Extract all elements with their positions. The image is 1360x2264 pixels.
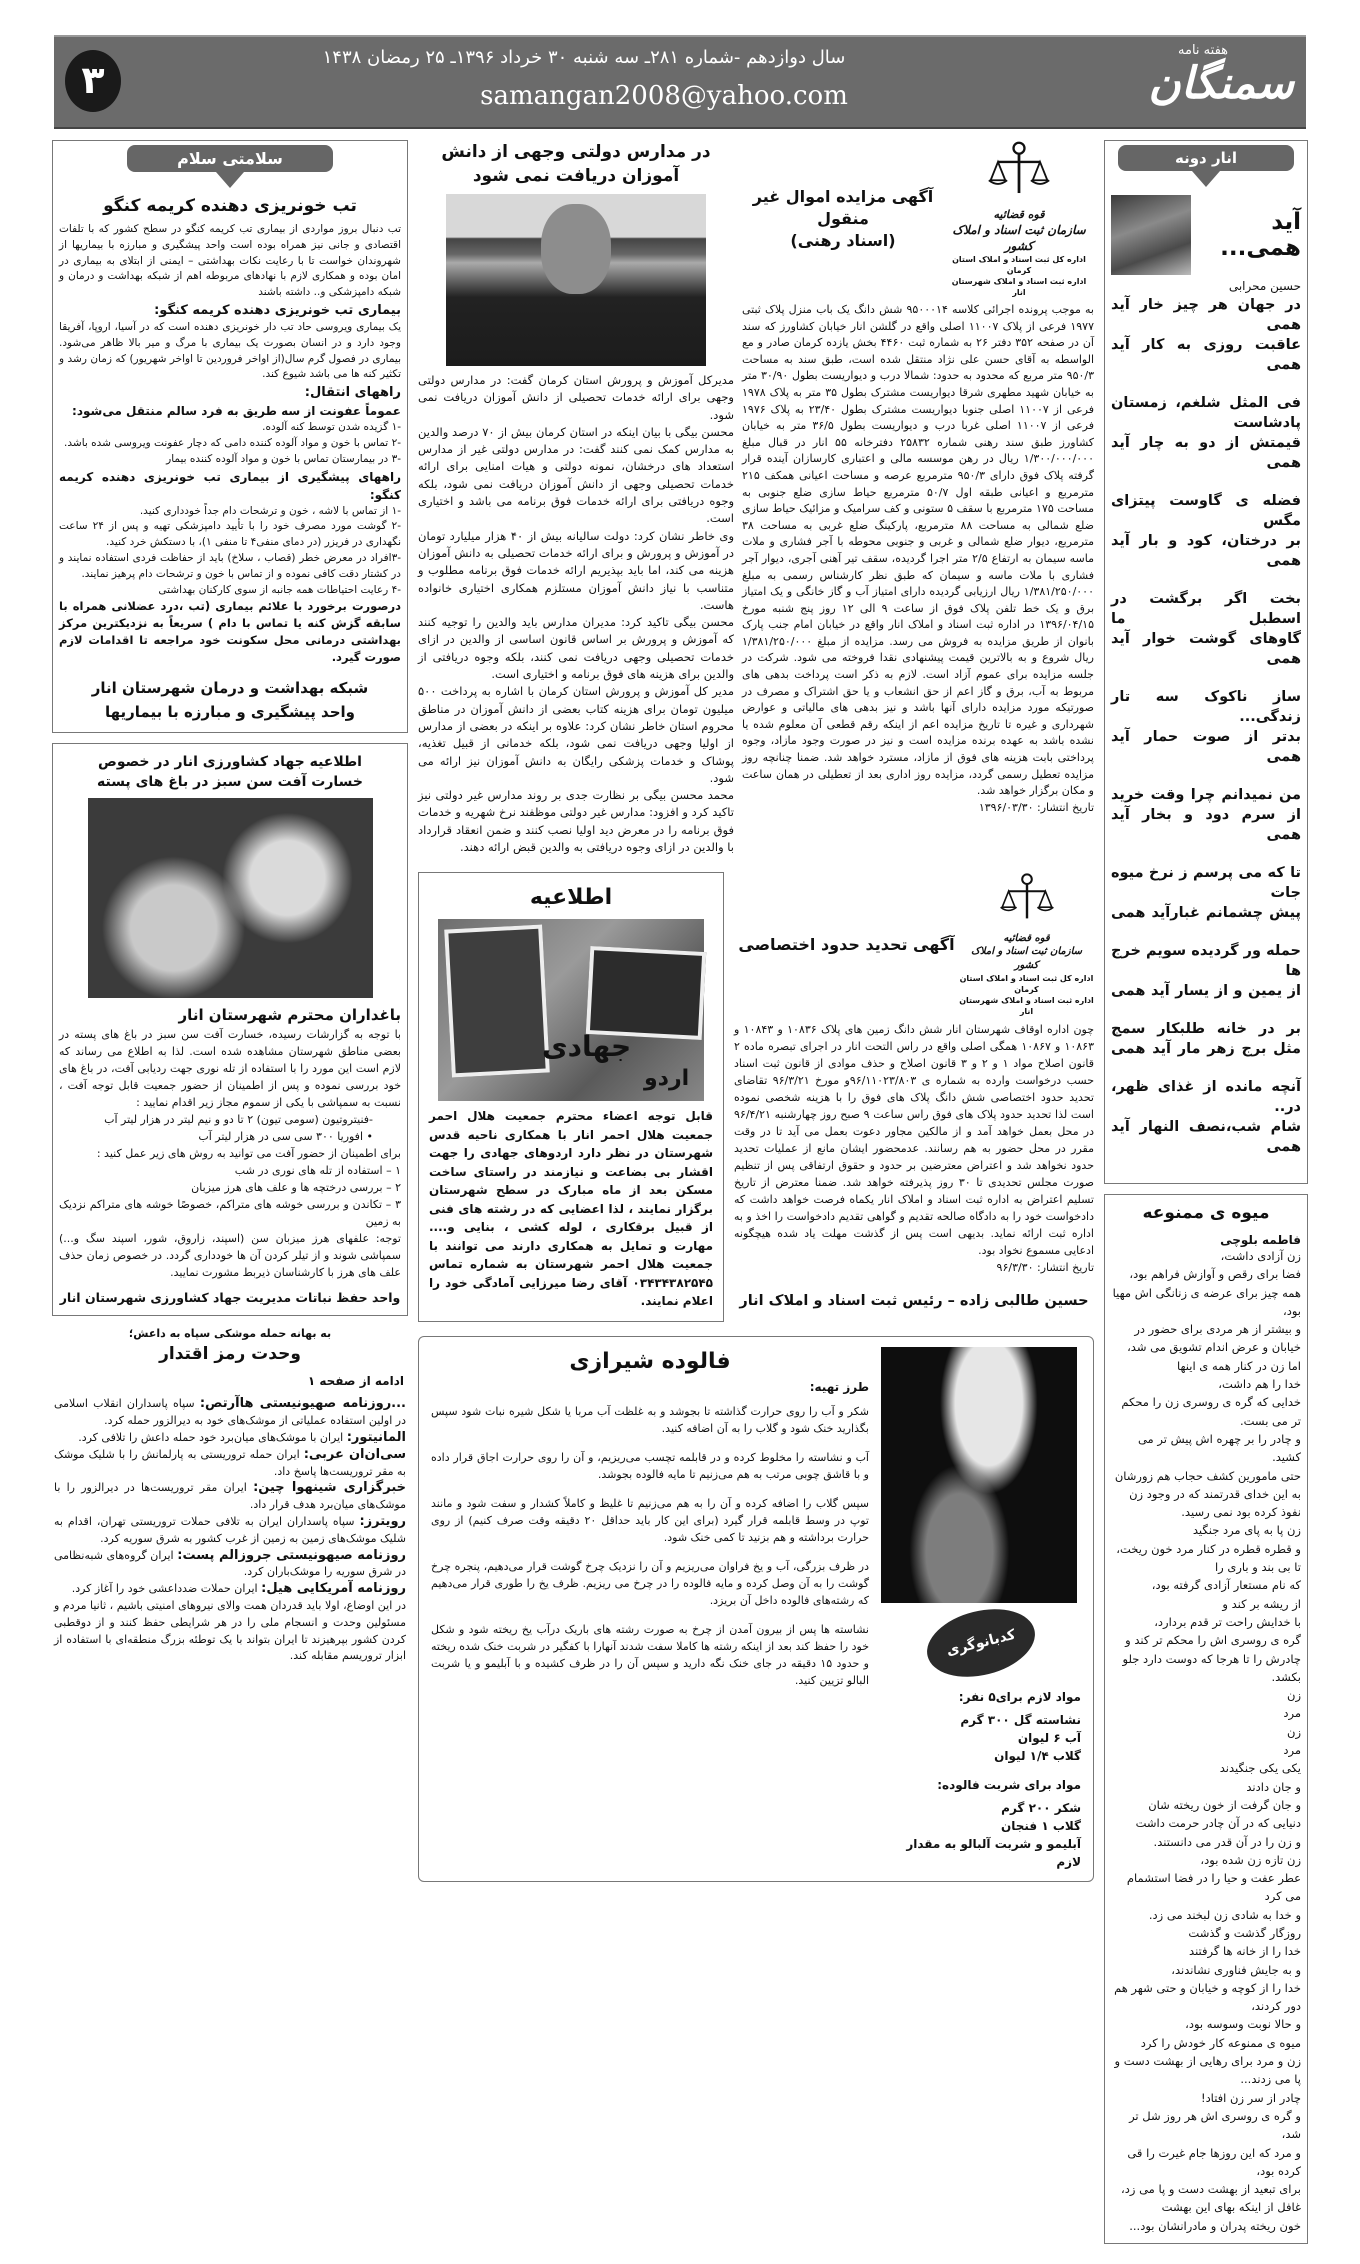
poem-line: مثل برج زهر مار آید همی bbox=[1111, 1041, 1301, 1057]
lower-middle-row bbox=[418, 872, 1094, 1322]
poem-line: و جان دادند bbox=[1246, 1779, 1301, 1794]
article-title: وحدت رمز اقتدار bbox=[159, 1344, 301, 1365]
left-column bbox=[52, 140, 408, 1665]
org-block bbox=[944, 222, 1094, 298]
ingredient-item: گلاب ۱/۴ لیوان bbox=[994, 1748, 1081, 1763]
news-quote bbox=[54, 1514, 406, 1548]
auction-title-2: (اسناد رهنی) bbox=[790, 231, 896, 250]
section-label-bubble bbox=[127, 145, 333, 172]
agri-subtitle: باغداران محترم شهرستان انار bbox=[178, 1006, 401, 1025]
poem-line: و بیشتر از هر مردی برای حضور در خیابان و عرض اندام تشویق می شد، bbox=[1127, 1322, 1301, 1355]
quote-source: خبرگزاری شینهوا چین: bbox=[253, 1480, 406, 1496]
poem-stanza bbox=[1111, 393, 1301, 473]
health-heading: بیماری تب خونریزی دهنده کریمه کنگو: bbox=[154, 302, 401, 318]
quote-source: ...روزنامه صهیونیستی هاآرتص: bbox=[199, 1396, 406, 1412]
poem-line: بر درختان، کود و بار آید همی bbox=[1111, 533, 1301, 569]
poem-author: فاطمه بلوچی bbox=[1220, 1233, 1301, 1247]
article-title: در مدارس دولتی وجهی از دانش آموزان دریافت نمی شود bbox=[441, 142, 711, 186]
auction-body-text: به موجب پرونده اجرائی کلاسه ۹۵۰۰۰۱۴ شش دانگ یک باب منزل پلاک ثبتی ۱۹۷۷ فرعی از پلاک ۱۱۰۰۷ اصلی واقع در گلشن انار خیابان کشاورز که سند آن در صفحه ۳۵۲ دفتر ۲۶ به شماره ثبت ۴۴۶۰ بخش یازده کرمان صادر و مع الواسطه به آقای حسن علی نژاد منتقل شده است، طبق سند به مساحت ۹۵۰/۳ متر مربع که محدود به حدود: شمالا درب و دیواریست بطول ۳۰/۹۰ متر به خیابان شهید مطهری شرقا دیواریست مشترک بطول ۳۵ متر به پلاک ۱۹۷۸ فرعی از ۱۱۰۰۷ اصلی جنوبا دیواریست مشترک بطول ۲۳/۴۰ به پلاک ۱۹۷۶ فرعی از ۱۱۰۰۷ اصلی غربا درب و دیواریست بطول ۳۶/۵ متر به خیابان کشاورز طبق سند رهنی شماره ۲۵۸۳۲ دفترخانه ۵۵ انار در قبال مبلغ ۱/۳۰۰/۰۰۰/۰۰۰ ریال در رهن موسسه مالی و اعتباری کارسازان آینده قرار گرفته پلاک فوق دارای ۹۵۰/۳ مترمربع عرصه و مساحت اعیانی همکف ۲۱۵ مترمربع و اعیانی طبقه اول ۵۰/۷ مترمربع حیاط سازی ضلع جنوبی به مساحت ۱۷۵ مترمربع با سقف ۵ ستونی و کف سرامیک و مزائیک حیاط سازی ضلع شمالی به مساحت ۸۸ مترمربع، پارکینگ ضلع غربی به مساحت ۳۸ مترمربع، دیوار ضلع شمالی و غربی و جنوبی محوطه با آجر فشاری و ملات ماسه سیمان به ارتفاع ۲/۵ متر اجرا گردیده، سقف تیر آهنی آجری، دیوار آجر فشاری با ملات ماسه و سیمان که طبق نظر کارشناس رسمی به مبلغ ۱/۳۸۱/۲۵۰/۰۰۰ ریال ارزیابی گردیده دارای امتیاز آب و گاز خانگی و یک امتیاز برق و یک خط تلفن پلاک فوق از ساعت ۹ الی ۱۲ روز پنج شنبه مورخ ۱۳۹۶/۰۴/۱۵ در اداره ثبت اسناد و املاک انار واقع در خیابان امام جنب پارک بانوان از طریق مزایده به فروش می رسد. مزایده از مبلغ ۱/۳۸۱/۲۵۰/۰۰۰ ریال شروع و به بالاترین قیمت پیشنهادی نقدا فروخته می شود. شرکت در جلسه مزایده برای عموم آزاد است. لازم به ذکر است پرداخت بدهی های مربوط به آب، برق و گاز اعم از حق انشعاب و یا حق اشتراک و مصرف در صورتیکه مورد مزایده دارای آنها باشد و نیز بدهی های مالیاتی و عوارض شهرداری و غیره تا تاریخ مزایده اعم از اینکه رقم قطعی آن معلوم شده یا نشده باشد به عهده برنده مزایده است و نیز در صورت وجود مازاد، وجوه پرداختی بابت هزینه های فوق از مازاد، مسترد خواهد شد. ضمنا چنانچه روز مزایده تعطیل رسمی گردد، مزایده روز اداری بعد از تعطیلی در همان ساعت و مکان برگزار خواهد شد. bbox=[742, 303, 1095, 798]
list-item: -فنیتروتیون (سومی تیون) ۲ تا دو و نیم لیتر در هزار لیتر آب bbox=[104, 1113, 373, 1127]
poem-line: روزگار گذشت و گذشت bbox=[1188, 1925, 1301, 1940]
recipe-step: سپس گلاب را اضافه کرده و آن را به هم می‌زنیم تا غلیظ و کاملاً کشدار و سفت شود و مانند توپ در وسط قابلمه قرار گیرد (برای این کار باید حداقل ۲۰ دقیقه وقت صرف کنیم) از روی حرارت برداشته و هم بزنید تا کمی خنک شود. bbox=[431, 1496, 869, 1544]
auction-publish-date: تاریخ انتشار: ۱۳۹۶/۰۳/۳۰ bbox=[978, 800, 1094, 814]
health-title: تب خونریزی دهنده کریمه کنگو bbox=[103, 196, 357, 216]
judiciary-emblem-icon bbox=[987, 140, 1051, 204]
closing-paragraph: در این اوضاع، اولا باید قدردان همت والای نیروهای امنیتی باشیم ، ثانیا مردم و مسئولین وحدت و انسجام ملی را در هر شرایطی حفظ کنند و از دوقطبی کردن کشور بپرهیزند تا ایران بتواند با یک توطئه بزرگ منطقه‌ای با استفاده از ابزار تروریسم مقابله کند. bbox=[54, 1598, 406, 1663]
quote-source: المانیتور: bbox=[346, 1429, 406, 1445]
poem-line: تا که می پرسم ز نرخ میوه جات bbox=[1111, 865, 1301, 901]
section-label-wrap bbox=[1111, 141, 1301, 187]
schools-article bbox=[418, 140, 734, 856]
poem-line: تا بی بند و باری را bbox=[1214, 1560, 1301, 1575]
quote-text: ایران مقر تروریست‌ها در دیرالزور را با موشک‌های میان‌برد هدف قرار داد. bbox=[54, 1481, 406, 1512]
issue-line: سال دوازدهم -شماره ۲۸۱ـ سه شنبه ۳۰ خرداد ۱۳۹۶ـ ۲۵ رمضان ۱۴۳۸ bbox=[322, 47, 846, 68]
poem-line: و جان گرفت از خون ریخته شان bbox=[1148, 1797, 1301, 1812]
notice-title: اطلاعیه bbox=[529, 885, 613, 910]
emblem-block bbox=[944, 140, 1094, 298]
org-main: سازمان ثبت اسناد و املاک کشور bbox=[952, 223, 1086, 253]
list-item: -۱ از تماس با لاشه ، خون و ترشحات دام جداً خودداری کنید. bbox=[139, 504, 401, 517]
article-paragraph: مدیرکل آموزش و پرورش استان کرمان گفت: در مدارس دولتی وجهی برای ارائه خدمات تحصیلی از دانش آموزان دریافت نمی شود. bbox=[418, 373, 734, 422]
poem-stanza bbox=[1111, 687, 1301, 767]
poem-line: زن آزادی داشت، bbox=[1220, 1249, 1301, 1263]
poem-line: حمله ور گردیده سویم خرج ها bbox=[1111, 943, 1301, 979]
judiciary-emblem-icon bbox=[999, 872, 1055, 928]
jihadi-camp-photo bbox=[438, 919, 704, 1101]
lower-middle-block bbox=[418, 872, 1094, 1882]
poem-line: و خدا به شادی زن لبخند می زد. bbox=[1148, 1907, 1301, 1922]
red-crescent-box bbox=[418, 872, 724, 1322]
poem-line: خدا را از خانه ها گرفتند bbox=[1189, 1944, 1301, 1959]
health-body bbox=[59, 222, 401, 724]
poem-line: فی المثل شلغم، زمستان پادشاست bbox=[1111, 395, 1301, 431]
forbidden-fruit-box bbox=[1104, 1194, 1308, 2244]
poem-stanza bbox=[1111, 785, 1301, 845]
syrup-list bbox=[881, 1799, 1081, 1871]
prevention-list bbox=[59, 504, 401, 599]
poem-line: من نمیدانم چرا وقت خرید bbox=[1111, 787, 1301, 803]
auction-header bbox=[742, 140, 1094, 298]
ingredient-item: آب ۶ لیوان bbox=[1017, 1730, 1081, 1745]
poem-line: برای تبعید از بهشت دست و پا می زد، غافل از اینکه بهای این بهشت bbox=[1121, 2182, 1301, 2215]
agri-intro: با توجه به گزارشات رسیده، خسارت آفت سن سبز در باغ های پسته در بعضی مناطق شهرستان مشاهده شده است. لذا به اطلاع می رساند که لازم است این مورد را با استفاده از تله نوری جهت ردیابی آفت، در باغ های خود بررسی نموده و پس از اطمینان از حضور جمعیت قابل توجه آفت ، نسبت به سمپاشی با یکی از سموم مجاز زیر اقدام نمایید : bbox=[59, 1028, 401, 1110]
poem-line: همه چیز برای عرضه ی زنانگی اش مهیا بود، bbox=[1112, 1285, 1301, 1318]
article-body bbox=[418, 372, 734, 856]
quote-text: ایران حملات ضدداعشی خود را آغاز کرد. bbox=[71, 1582, 258, 1596]
article-kicker: به بهانه حمله موشکی سپاه به داعش؛ bbox=[128, 1327, 332, 1341]
recipe-steps bbox=[431, 1403, 869, 1689]
poem-line: بدتر از صوت حمار آید همی bbox=[1111, 729, 1301, 765]
poem-author: حسین محرابی bbox=[1228, 279, 1301, 293]
poem-title: میوه ی ممنوعه bbox=[1142, 1203, 1270, 1223]
health-warning: درصورت برخورد با علائم بیماری (تب ،درد عضلانی همراه با سابقه گزش کنه یا تماس با دام ) سریعاً به نزدیکترین مرکز بهداشتی درمانی محل سکونت خود مراجعه تا اقدامات لازم صورت گیرد. bbox=[59, 599, 401, 665]
poem-line: و حالا نوبت وسوسه بود، bbox=[1185, 2017, 1301, 2032]
list-item: • افوریا ۳۰۰ سی سی در هزار لیتر آب bbox=[198, 1130, 373, 1144]
poem-line: در جهان هر چیز خار آید همی bbox=[1111, 297, 1301, 333]
org-line-1: اداره کل ثبت اسناد و املاک استان کرمان bbox=[959, 974, 1094, 994]
schools-column bbox=[418, 140, 734, 856]
auction-title-block bbox=[742, 186, 944, 252]
notice-body: قابل توجه اعضاء محترم جمعیت هلال احمر جمعیت هلال احمر انار با همکاری ناحیه قدس شهرستان در نظر دارد اردوهای جهادی را جهت اقشار بی بضاعت و نیازمند در راستای ساخت مسکن بعد از ماه مبارک در سطح شهرستان برگزار نمایند ، لذا اعضایی که در رشته های فنی از قبیل برقکاری ، لوله کشی ، بنایی و.... مهارت و تمایل به همکاری دارند می توانند با جمعیت هلال احمر شهرستان به شماره تماس ۰۳۴۳۴۳۸۲۵۴۵ آقای رضا میرزایی آمادگی خود را اعلام نمایند. bbox=[429, 1109, 713, 1308]
news-quote bbox=[54, 1548, 406, 1582]
quote-source: رویترز: bbox=[359, 1513, 407, 1529]
poem-line: مرد bbox=[1283, 1743, 1301, 1758]
quote-text: سپاه پاسداران انقلاب اسلامی در اولین استفاده عملیاتی از موشک‌های خود به دیرالزور حمله کرد. bbox=[54, 1397, 406, 1428]
list-item: -۳ در بیمارستان تماس با خون و مواد آلوده کننده بیمار bbox=[166, 452, 401, 465]
method-label: طرز تهیه: bbox=[809, 1379, 869, 1394]
poem-stanza bbox=[1111, 295, 1301, 375]
ingredient-item: نشاسته گل ۳۰۰ گرم bbox=[960, 1712, 1081, 1727]
poem-lines bbox=[1111, 1247, 1301, 2235]
image-caption-1: جهادی bbox=[542, 1030, 632, 1063]
article-paragraph: وی خاطر نشان کرد: دولت سالیانه بیش از ۴۰ هزار میلیارد تومان در آموزش و پرورش و برای ارائه خدمات تحصیلی به دانش آموزان هزینه می کند، اما باید بپذیریم ارائه خدمات فوق برنامه مطلوب و متناسب با نیاز دانش آموزان مستلزم همکاری اختیاری خانواده هاست. bbox=[418, 528, 734, 612]
org-line-2: اداره ثبت اسناد و املاک شهرستان انار bbox=[959, 996, 1094, 1016]
poem-line: زن bbox=[1287, 1688, 1301, 1703]
news-quote bbox=[54, 1430, 406, 1447]
boundary-title: آگهی تحدید حدود اختصاصی bbox=[738, 934, 955, 954]
poem-stanza bbox=[1111, 1019, 1301, 1059]
section-label-bubble bbox=[1118, 145, 1294, 171]
poem-header bbox=[1111, 195, 1301, 275]
poem-line: خدا را هم داشت، bbox=[1218, 1377, 1301, 1392]
faloodeh-photo bbox=[881, 1347, 1077, 1603]
poem-line: فضله ی گاوست پیتزای مگس bbox=[1111, 493, 1301, 529]
poem-stanza bbox=[1111, 589, 1301, 669]
poem-line: و به جایش فناوری نشاندند، bbox=[1171, 1962, 1301, 1977]
poem-line: و چادر را بر چهره اش پیش تر می کشید. bbox=[1137, 1431, 1301, 1465]
news-quote bbox=[54, 1447, 406, 1481]
poem-line: بخت اگر برگشت در اسطبل ما bbox=[1111, 591, 1301, 627]
poem-line: و مرد که این روزها جام غیرت را قی کرده بود، bbox=[1127, 2145, 1301, 2178]
poem-line: مرد bbox=[1283, 1706, 1301, 1721]
pistachio-photo bbox=[88, 798, 373, 998]
boundary-header bbox=[734, 872, 1094, 1017]
poem-line: از ریشه بر کند و bbox=[1222, 1596, 1301, 1611]
news-quotes bbox=[52, 1396, 408, 1665]
author-photo bbox=[1111, 195, 1191, 275]
list-item: -۴ رعایت احتیاطات همه جانبه از سوی کارکنان بهداشتی bbox=[158, 583, 401, 596]
boundary-signature: حسین طالبی زاده – رئیس ثبت اسناد و املاک انار bbox=[739, 1293, 1089, 1309]
quote-source: سی‌ان‌ان عربی: bbox=[303, 1446, 407, 1462]
recipe-step: آب و نشاسته را مخلوط کرده و در قابلمه تچسب می‌ریزیم، و آن را روی حرارت اجاق قرار داده و با قاشق چوبی مرتب به هم می‌زنیم تا مایه فالوده بجوشد. bbox=[431, 1450, 869, 1481]
list-item: ۲ – بررسی درختچه ها و علف های هرز میزبان bbox=[191, 1181, 401, 1195]
kadbanoo-badge bbox=[920, 1598, 1042, 1687]
list-item: -۱ گزیده شدن توسط کنه آلوده. bbox=[262, 421, 401, 434]
bubble-tail-icon bbox=[1192, 171, 1220, 187]
quote-text: ایران حمله تروریستی به پارلمانش را با شلیک موشک به مقر تروریست‌ها پاسخ داد. bbox=[54, 1447, 406, 1478]
poem-line: که نام مستعار آزادی گرفته بود، bbox=[1151, 1578, 1301, 1593]
newspaper-logo: سمنگان bbox=[1148, 58, 1294, 109]
poem-stanza bbox=[1111, 1077, 1301, 1157]
poem-stanza bbox=[1111, 941, 1301, 1001]
recipe-step: نشاسته ها پس از بیرون آمدن از چرخ به صورت رشته های باریک درآب یخ ریخته شود و شکل خود را حفظ کند بعد از اینکه رشته ها کاملا سفت شدند آنهارا با کفگیر در شربت خنک شده ریخته و حدود ۱۵ دقیقه در جای خنک نگه دارید و سپس آن را در ظرف کشیده و با آبلیمو و یا شربت البالو تزیین کنید. bbox=[431, 1622, 869, 1687]
bubble-tail-icon bbox=[216, 172, 244, 188]
poem-stanza bbox=[1111, 863, 1301, 923]
poem-line: قیمتش از دو به چار آید همی bbox=[1111, 435, 1301, 471]
poem-line: عاقبت روزی به کار آید همی bbox=[1111, 337, 1301, 373]
health-para: یک بیماری ویروسی حاد تب دار خونریزی دهنده است که در آسیا، اروپا، آفریقا وجود دارد و در انسان بصورت یک بیماری با مرگ و میر بالا ظاهر می‌شود. بیماری در فصول گرم سال(از اواخر فروردین تا اواخر شهریور) که زمان رشد و تکثیر کنه ها می باشد شیوع کند. bbox=[59, 320, 401, 381]
transmission-list bbox=[59, 420, 401, 467]
section-label: انار دونه bbox=[1174, 149, 1237, 167]
boundary-title-block bbox=[734, 934, 959, 956]
ingredients-list bbox=[881, 1711, 1081, 1765]
image-caption-2: اردو bbox=[644, 1066, 690, 1091]
health-signature-2: واحد پیشگیری و مبارزه با بیماریها bbox=[105, 703, 355, 722]
news-quote bbox=[54, 1480, 406, 1514]
official-photo bbox=[446, 194, 706, 366]
boundary-notice bbox=[734, 872, 1094, 1312]
poem-line: و قطره قطره در کنار مرد خون ریخت، bbox=[1116, 1541, 1301, 1556]
boundary-body-text: چون اداره اوقاف شهرستان انار شش دانگ زمین های پلاک ۱۰۸۳۶ و ۱۰۸۴۳ و ۱۰۸۶۳ و ۱۰۸۶۷ همگی اصلی واقع در راس التحت انار در اجرای تبصره ماده ۲ قانون اصلاح مواد ۱ و ۲ و ۳ قانون اصلاح و حذف موادی از قانون ثبت اسناد حسب درخواست وارده به شماره ی ۹۶/۱۱۰۲۳/۸۰۳و مورخ ۹۶/۳/۲۱ تقاضای تحدید حدود اختصاصی شش دانگ پلاک های فوق را با هزینه شخصی نموده است لذا تحدید حدود پلاک های فوق راس ساعت ۹ صبح روز چهارشنبه ۹۶/۴/۲۱ در محل بعمل خواهد آمد و از مالکین مجاور دعوت بعمل می آید تا در وقت مقرر در محل حضور به هم رسانند. عدمحضور ایشان مانع از عملیات تحدید حدود نخواهد شد و اعتراض معترضین بر حدود و حقوق ارتفاقی پس از تنظیم صورت مجلس تحدیدی تا ۳۰ روز پذیرفته خواهد شد. ضمنا معترض از تاریخ تسلیم اعتراض به اداره ثبت اسناد و املاک انار یکماه فرصت خواهد داشت که دادخواست خود را به دادگاه صالحه تقدیم و گواهی تقدیم دادخواست را اخذ و به اداره ثبت ارائه نماید. بدیهی است پس از گذشت مهلت یاد شده هیچگونه ادعایی مسموع نخواد بود. bbox=[734, 1023, 1095, 1257]
poem-line: دنیایی که در آن چادر حرمت داشت bbox=[1135, 1816, 1301, 1831]
org-block bbox=[959, 945, 1094, 1017]
poem-line: خدا را از کوچه و خیابان و حتی شهر هم دور کردند، bbox=[1114, 1980, 1301, 2014]
health-heading: راههای انتقال: bbox=[304, 385, 401, 401]
poem-line: گاوهای گوشت خوار آید همی bbox=[1111, 631, 1301, 667]
recipe-text-col bbox=[431, 1347, 869, 1701]
emblem-block bbox=[959, 872, 1094, 1017]
poem-stanzas bbox=[1111, 295, 1301, 1157]
agri-note: توجه: علفهای هرز میزبان سن (اسپند، زاروق، شور، اسپند سگ و...) سمپاشی شوند و از تیلر کردن آن ها خودداری گردد. در خصوص زمان حذف علف های هرز با کارشناسان ذیربط مشورت نمایید. bbox=[59, 1232, 401, 1280]
poem-line: پیش چشمانم غبارآید همی bbox=[1111, 905, 1301, 921]
poem-line: خدایی که گره ی روسری زن را محکم تر می بست. bbox=[1121, 1395, 1301, 1428]
article-paragraph: مدیر کل آموزش و پرورش استان کرمان با اشاره به پرداخت ۵۰۰ میلیون تومان برای هزینه کتاب بعضی از دانش آموزان در مناطق محروم استان خاطر نشان کرد: علاوه بر اینکه در بعضی از مدارس از اولیا وجهی دریافت نمی شود، بلکه خدمانی از قبیل تغذیه، پوشاک و خدمات پزشکی رایگان به دانش آموزان نیز ارائه می شود. bbox=[418, 684, 734, 785]
list-item: -۲ تماس با خون و مواد آلوده کننده دامی که دچار عفونت ویروسی شده باشد. bbox=[64, 436, 401, 449]
poem-line: زن و مرد برای رهایی از بهشت دست و پا می زدند... bbox=[1114, 2054, 1301, 2087]
article-paragraph: محسن بیگی با بیان اینکه در استان کرمان بیش از ۷۰ درصد والدین به مدارس کمک نمی کنند گفت: در مدارس دولتی غیر از مدارس استعداد های درخشان، نمونه دولتی و هیات امنایی برای ارائه خدمات تحصیلی وجهی از دانش آموزان دریافت نمی شود، بلکه وجوه دریافتی برای ارائه خدمات فوق برنامه می باشد و اختیاری است. bbox=[418, 424, 734, 526]
section-label: سلامتی سلام bbox=[177, 149, 283, 168]
quote-text: ایران گروه‌های شبه‌نظامی در شرق سوریه را موشک‌باران کرد. bbox=[54, 1548, 406, 1579]
right-column bbox=[1104, 140, 1308, 2244]
recipe-step: در ظرف بزرگی، آب و یخ فراوان می‌ریزیم و آن را نزدیک چرخ گوشت قرار می‌دهیم، پنجره چرخ گوشت را به آن وصل کرده و مایه فالوده را در چرخ می ریزیم. ظرف یخ را طوری قرار می‌دهیم که رشته‌های فالوده داخل آن بریزد. bbox=[431, 1559, 869, 1607]
badge-label: کدبانوگری bbox=[944, 1626, 1018, 1659]
poem-line: یکی یکی جنگیدند bbox=[1219, 1761, 1301, 1776]
list-item: -۳افراد در معرض خطر (قصاب ، سلاخ) باید از حفاظت فردی استفاده نمایند و در کشتار دقت کافی نموده و از تماس با خون و ترشحات دام پرهیز نمایند. bbox=[59, 551, 401, 580]
list-item: ۱ – استفاده از تله های نوری در شب bbox=[234, 1164, 401, 1178]
article-paragraph: محسن بیگی تاکید کرد: مدیران مدارس باید والدین را توجیه کنند که آموزش و پرورش بر اساس قانون اساسی از والدین در ازای خدمات تحصیلی وجهی دریافت نمی کنند، بلکه وجوه دریافتی از والدین برای هزینه های فوق برنامه و اختیاری است. bbox=[418, 615, 734, 682]
boundary-publish-date: تاریخ انتشار: ۹۶/۳/۳۰ bbox=[996, 1261, 1094, 1274]
pesticide-list bbox=[59, 1111, 401, 1145]
syrup-item: گلاب ۱ فنجان bbox=[1001, 1818, 1081, 1833]
poem-line: اما زن در کنار همه ی اینها bbox=[1176, 1358, 1301, 1373]
org-main: سازمان ثبت اسناد و املاک کشور bbox=[970, 946, 1083, 971]
recipe-side-col bbox=[881, 1347, 1081, 1871]
continued-label: ادامه از صفحه ۱ bbox=[307, 1374, 404, 1389]
news-quote bbox=[54, 1396, 406, 1430]
poem-line: حتی مامورین کشف حجاب هم زورشان به این خدای قدرتمند که در وجود زن نفوذ کرده بود نمی رسید. bbox=[1114, 1468, 1301, 1520]
poem-line: خون ریخته پدران و مادرانشان بود... bbox=[1129, 2218, 1301, 2233]
recipe-box bbox=[418, 1336, 1094, 1882]
logo-subtitle: هفته نامه bbox=[1178, 43, 1228, 58]
poem-line: از سرم دود و بخار آید همی bbox=[1111, 807, 1301, 843]
poem-line: عطر عفت و حیا را در فضا استشمام می کرد bbox=[1126, 1871, 1301, 1904]
poem-title: آید همی... bbox=[1220, 209, 1301, 261]
poem-line: چادر از سر زن افتاد! bbox=[1200, 2090, 1301, 2105]
email-address[interactable]: samangan2008@yahoo.com bbox=[480, 81, 848, 111]
list-item: -۲ گوشت مورد مصرف خود را با تأیید دامپزشکی تهیه و پس از ۲۴ ساعت نگهداری در فریزر (در دمای منفی۴ تا منفی ۱)، با دستکش خرد کنید. bbox=[59, 520, 401, 549]
notices-column bbox=[742, 140, 1094, 816]
judiciary-label: قوه قضائیه bbox=[1003, 933, 1050, 944]
recipe-step: شکر و آب را روی حرارت گذاشته تا بجوشد و به غلظت آب مربا یا شکل شیره نبات شود سپس بگذارید خنک شود و گلاب را به آن اضافه کنید. bbox=[431, 1404, 869, 1435]
masthead bbox=[54, 35, 1306, 129]
health-intro: تب دنبال بروز مواردی از بیماری تب کریمه کنگو در سطح کشور که با تلفات اقتصادی و جانی نیز همراه بوده است واحد پیشگیری و مبارزه با بیماریها از شهروندان خواست تا با رعایت نکات بهداشتی – ایمنی از ابتلای به بیماری در امان بوده و همکاری لازم با نهادهای مربوطه اهم از شبکه بهداشت و درمان و شبکه دامپزشکی و.. داشته باشند bbox=[59, 223, 401, 299]
poem-line: گره ی روسری اش را محکم تر کند و چادرش را تا هرجا که دوست دارد جلو بکشد. bbox=[1122, 1633, 1301, 1684]
poem-line: از یمین و از یسار آید همی bbox=[1111, 983, 1301, 999]
health-signature-1: شبکه بهداشت و درمان شهرستان انار bbox=[91, 679, 369, 698]
syrup-item: شکر ۲۰۰ گرم bbox=[1001, 1800, 1081, 1815]
poem-line: میوه ی ممنوعه کار خودش را کرد bbox=[1140, 2035, 1301, 2050]
poem-line: با خدایش راحت تر قدم بردارد، bbox=[1154, 1614, 1301, 1629]
poem-stanza bbox=[1111, 491, 1301, 571]
quote-text: ایران با موشک‌های میان‌برد خود حمله داعش را تلافی کرد. bbox=[78, 1430, 344, 1444]
poem-line: بر در خانه طلبکار سمج bbox=[1111, 1021, 1301, 1037]
list-item: ۳ – تکاندن و بررسی خوشه های متراکم، خصوصًا خوشه های متراکم نزدیک به زمین bbox=[59, 1198, 401, 1229]
poem-line: و زن را در آن قدر می دانستند. bbox=[1153, 1834, 1301, 1849]
poem-line: آنچه مانده از غذای ظهر، در.. bbox=[1111, 1079, 1301, 1115]
news-quote bbox=[54, 1581, 406, 1598]
health-heading: راههای پیشگیری از بیماری تب خونریزی دهنده کریمه کنگو: bbox=[59, 469, 401, 502]
poem-line: زن پا به پای مرد جنگید bbox=[1192, 1523, 1301, 1538]
auction-notice bbox=[742, 140, 1094, 816]
agri-body bbox=[59, 1026, 401, 1281]
poem-line: شام شب،نصف النهار آید همی bbox=[1111, 1119, 1301, 1155]
article-paragraph: محمد محسن بیگی بر نظارت جدی بر روند مدارس غیر دولتی نیز تاکید کرد و افزود: مدارس غیر دولتی موظفند نرخ شهریه و خدمات فوق برنامه را در معرض دید اولیا نصب کنند و ضمن انعقاد قرارداد با والدین در ازای وجوه دریافتی به والدین قبض ارائه دهند. bbox=[418, 788, 734, 855]
agri-title: اطلاعیه جهاد کشاورزی انار در خصوص خسارت آفت سن سبز در باغ های پسته bbox=[96, 754, 363, 791]
page-number-badge: ۳ bbox=[65, 50, 121, 112]
methods-list bbox=[59, 1162, 401, 1230]
poem-line: و گره ی روسری اش هر روز شل تر شد، bbox=[1129, 2108, 1301, 2142]
poem-line: ساز ناکوک سه تار زندگی... bbox=[1111, 689, 1301, 725]
unity-article bbox=[52, 1326, 408, 1665]
methods-intro: برای اطمینان از حضور آفت می توانید به روش های زیر عمل کنید : bbox=[96, 1147, 401, 1161]
recipe-row bbox=[431, 1347, 1081, 1871]
section-label-wrap bbox=[59, 141, 401, 188]
recipe-title: فالوده شیرازی bbox=[569, 1348, 731, 1374]
health-heading: عموماً عفونت از سه طریق به فرد سالم منتقل می‌شود: bbox=[72, 404, 401, 419]
quote-source: روزنامه آمریکایی هیل: bbox=[261, 1581, 406, 1597]
quote-source: روزنامه صیهونیستی جروزالم پست: bbox=[177, 1547, 407, 1563]
syrup-label: مواد برای شربت فالوده: bbox=[937, 1777, 1081, 1792]
poem-line: فضا برای رقص و آوازش فراهم بود، bbox=[1129, 1267, 1301, 1282]
poem-line: زن تازه زن شده بود، bbox=[1200, 1852, 1301, 1867]
poem-line: زن bbox=[1287, 1724, 1301, 1739]
syrup-item: آبلیمو و شربت آلبالو به مقدار لازم bbox=[906, 1836, 1081, 1869]
org-line-1: اداره کل ثبت اسناد و املاک استان کرمان bbox=[952, 255, 1086, 275]
judiciary-label: قوه قضائیه bbox=[993, 208, 1045, 221]
org-line-2: اداره ثبت اسناد و املاک شهرستان انار bbox=[951, 277, 1087, 297]
agri-notice-box bbox=[52, 743, 408, 1316]
auction-body bbox=[742, 302, 1094, 816]
anar-doone-box bbox=[1104, 140, 1308, 1184]
health-box bbox=[52, 140, 408, 733]
auction-title-1: آگهی مزایده اموال غیر منقول bbox=[752, 187, 934, 228]
quote-text: سپاه پاسداران ایران به تلافی حملات تروریستی تهران، اقدام به شلیک موشک‌های زمین به زمین از غرب کشور به شرق سوریه کرد. bbox=[54, 1514, 406, 1545]
boundary-body bbox=[734, 1021, 1094, 1276]
agri-signature: واحد حفظ نباتات مدیریت جهاد کشاورزی شهرستان انار bbox=[59, 1290, 401, 1306]
ingredients-label: مواد لازم برای۵ نفر: bbox=[958, 1689, 1081, 1704]
